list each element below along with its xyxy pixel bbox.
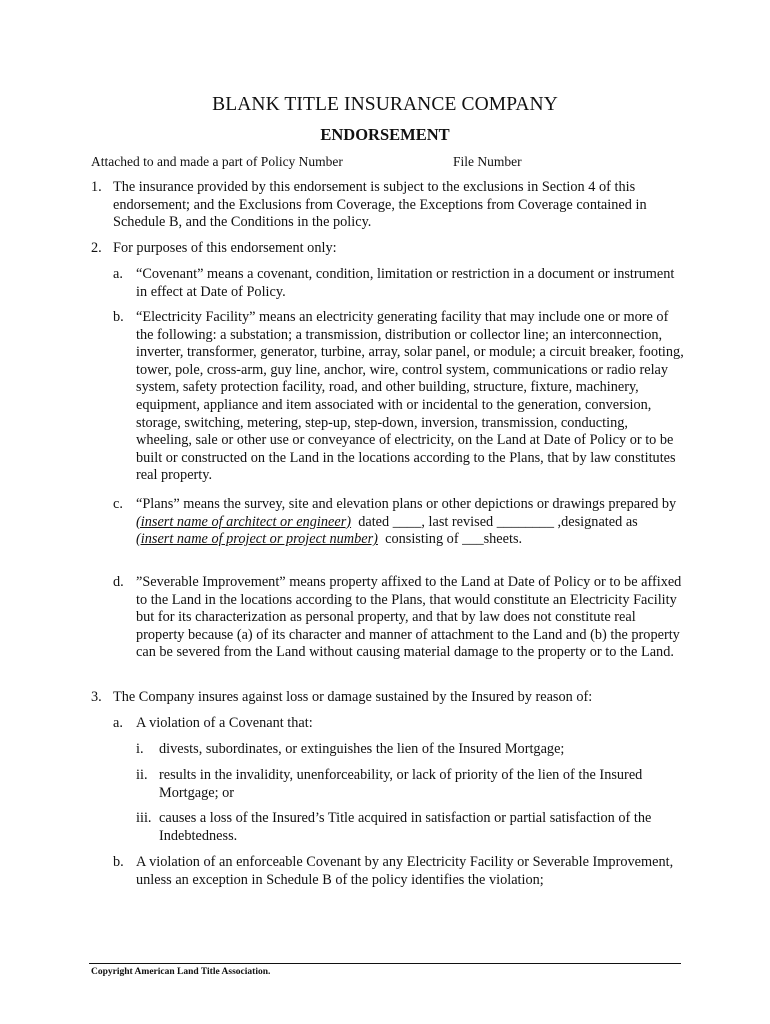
item-2a-text: “Covenant” means a covenant, condition, limitation or restriction in a document or instrument in effect at Date of Policy. (136, 266, 675, 300)
item-3a-i-numeral: i. (136, 741, 144, 757)
item-3-text: The Company insures against loss or damage sustained by the Insured by reason of: (113, 689, 593, 705)
consisting-text: consisting of ___sheets. (385, 531, 523, 548)
architect-placeholder: (insert name of architect or engineer) (136, 513, 352, 530)
item-2b-letter: b. (113, 309, 124, 325)
endorsement-heading: ENDORSEMENT (320, 125, 450, 144)
item-2c-letter: c. (113, 496, 123, 512)
item-1-text: The insurance provided by this endorsement is subject to the exclusions in Section 4 of this endorsement; and the Exclusions from Coverage, the Exceptions from Coverage contained in Schedule B, and the Conditions in the policy. (113, 179, 647, 231)
item-3b-letter: b. (113, 854, 124, 870)
item-1-number: 1. (91, 179, 102, 195)
item-3-number: 3. (91, 689, 102, 705)
item-3a-text: A violation of a Covenant that: (136, 715, 313, 731)
item-2b-text: “Electricity Facility” means an electricity generating facility that may include one or more of the following: a substation; a transmission, distribution or collector line; an interconnection, inverter, transformer, generator, turbine, array, solar panel, or module; a circuit breaker, footing, tower, pole, cross-arm, guy line, anchor, wire, control system, communications or radio relay system, safety protection facility, road, and other building, structure, fixture, machinery, equipment, appliance and item associated with or incidental to the generation, conversion, storage, switching, metering, step-up, step-down, inversion, transmission, conducting, wheeling, sale or other use or conveyance of electricity, on the Land at Date of Policy or to be built or constructed on the Land in the locations according to the Plans, that by law constitutes real property. (136, 309, 684, 484)
item-3a-ii-numeral: ii. (136, 767, 148, 783)
item-3a-iii-numeral: iii. (136, 810, 152, 826)
project-placeholder: (insert name of project or project number) (136, 531, 378, 548)
dated-text: dated ____, last revised ________ ,designated as (358, 513, 638, 530)
item-3a-letter: a. (113, 715, 123, 731)
item-3b-text: A violation of an enforceable Covenant by any Electricity Facility or Severable Improvement, unless an exception in Schedule B of the policy identifies the violation; (136, 854, 674, 888)
item-3a-ii-text: results in the invalidity, unenforceability, or lack of priority of the lien of the Insured Mortgage; or (159, 767, 643, 801)
item-2a-letter: a. (113, 266, 123, 282)
item-3a-iii-text: causes a loss of the Insured’s Title acquired in satisfaction or partial satisfaction of the Indebtedness. (159, 810, 652, 844)
item-2d-letter: d. (113, 574, 124, 590)
item-2-text: For purposes of this endorsement only: (113, 240, 337, 256)
policy-number-label: Attached to and made a part of Policy Number (91, 154, 343, 169)
copyright-notice: Copyright American Land Title Association. (91, 967, 271, 977)
item-2c-text: “Plans” means the survey, site and elevation plans or other depictions or drawings prepared by (136, 496, 677, 512)
file-number-label: File Number (453, 154, 522, 169)
company-title: BLANK TITLE INSURANCE COMPANY (212, 94, 558, 115)
item-2c-block (136, 496, 684, 549)
footer-divider (89, 963, 681, 964)
item-3a-i-text: divests, subordinates, or extinguishes the lien of the Insured Mortgage; (159, 741, 565, 757)
item-2c-line-3 (136, 531, 684, 549)
item-2d-text: ”Severable Improvement” means property affixed to the Land at Date of Policy or to be affixed to the Land in the locations according to the Plans, that would constitute an Electricity Facility but for its characterization as personal property, and that by law does not constitute real property because (a) of its character and manner of attachment to the Land and (b) the property can be severed from the Land without causing material damage to the property or to the Land. (136, 574, 682, 661)
item-2-number: 2. (91, 240, 102, 256)
item-2c-line-2 (136, 514, 684, 532)
